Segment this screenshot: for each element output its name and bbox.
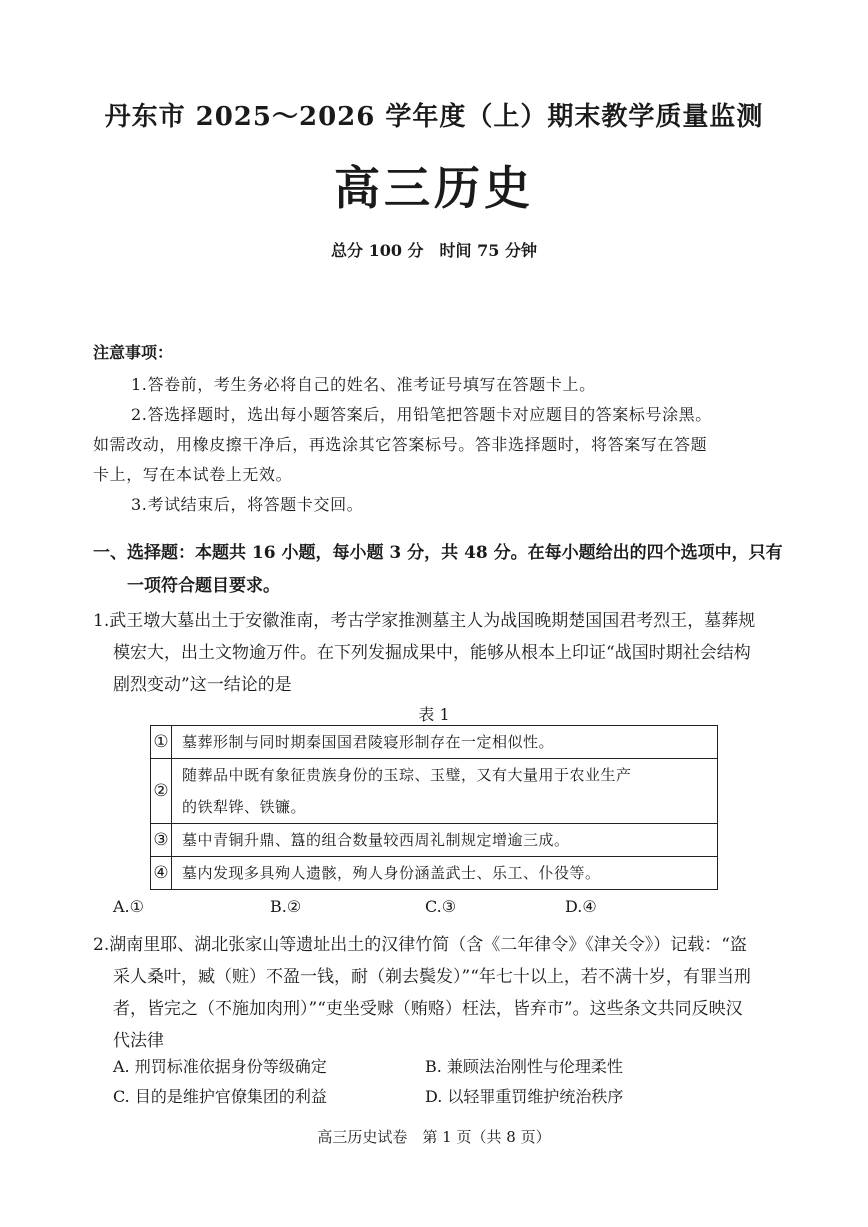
row-text-line: 的铁犁铧、铁镰。 bbox=[182, 798, 307, 816]
row-text: 墓内发现多具殉人遗骸，殉人身份涵盖武士、乐工、仆役等。 bbox=[172, 857, 718, 890]
table-row bbox=[151, 824, 718, 857]
section-heading: 一、选择题：本题共 16 小题，每小题 3 分，共 48 分。在每小题给出的四个选项中，只有 bbox=[93, 543, 783, 563]
question-2-text: 采人桑叶，臧（赃）不盈一钱，耐（剃去鬓发）”“年七十以上，若不满十岁，有罪当刑 bbox=[113, 967, 751, 987]
option-c[interactable]: C. 目的是维护官僚集团的利益 bbox=[113, 1087, 327, 1106]
notice-line: 卡上，写在本试卷上无效。 bbox=[93, 465, 293, 484]
table-row bbox=[151, 726, 718, 759]
option-d[interactable]: D. 以轻罪重罚维护统治秩序 bbox=[425, 1087, 624, 1106]
row-text: 墓葬形制与同时期秦国国君陵寝形制存在一定相似性。 bbox=[172, 726, 718, 759]
row-text-line: 随葬品中既有象征贵族身份的玉琮、玉璧，又有大量用于农业生产 bbox=[182, 766, 632, 784]
option-a[interactable]: A.① bbox=[113, 897, 144, 916]
row-number: ④ bbox=[151, 857, 172, 890]
option-b[interactable]: B. 兼顾法治刚性与伦理柔性 bbox=[425, 1057, 623, 1076]
option-d[interactable]: D.④ bbox=[565, 897, 597, 916]
question-1-text: 剧烈变动”这一结论的是 bbox=[113, 675, 292, 695]
subject-title: 高三历史 bbox=[334, 161, 534, 215]
notice-line: 如需改动，用橡皮擦干净后，再选涂其它答案标号。答非选择题时，将答案写在答题 bbox=[93, 435, 708, 454]
row-text bbox=[172, 759, 718, 824]
exam-title: 丹东市 2025～2026 学年度（上）期末教学质量监测 bbox=[104, 102, 764, 132]
notice-line: 2.答选择题时，选出每小题答案后，用铅笔把答题卡对应题目的答案标号涂黑。 bbox=[131, 405, 712, 424]
page-footer: 高三历史试卷 第 1 页（共 8 页） bbox=[317, 1128, 551, 1146]
score-time-info: 总分 100 分 时间 75 分钟 bbox=[331, 241, 537, 260]
notice-line: 3.考试结束后，将答题卡交回。 bbox=[131, 495, 364, 514]
table-row bbox=[151, 857, 718, 890]
evidence-table bbox=[150, 725, 718, 890]
option-a[interactable]: A. 刑罚标准依据身份等级确定 bbox=[113, 1057, 327, 1076]
question-1-text: 1.武王墩大墓出土于安徽淮南，考古学家推测墓主人为战国晚期楚国国君考烈王，墓葬规 bbox=[93, 611, 756, 631]
option-c[interactable]: C.③ bbox=[425, 897, 457, 916]
question-2-text: 代法律 bbox=[113, 1031, 164, 1051]
notice-line: 1.答卷前，考生务必将自己的姓名、准考证号填写在答题卡上。 bbox=[131, 375, 596, 394]
notice-heading: 注意事项： bbox=[93, 343, 174, 362]
option-b[interactable]: B.② bbox=[270, 897, 302, 916]
table-caption: 表 1 bbox=[418, 705, 450, 724]
row-number: ② bbox=[151, 759, 172, 824]
row-number: ③ bbox=[151, 824, 172, 857]
section-heading-continued: 一项符合题目要求。 bbox=[127, 576, 280, 596]
question-2-text: 2.湖南里耶、湖北张家山等遗址出土的汉律竹简（含《二年律令》《津关令》）记载：“盗 bbox=[93, 935, 747, 955]
table-row bbox=[151, 759, 718, 824]
row-number: ① bbox=[151, 726, 172, 759]
question-2-text: 者，皆完之（不施加肉刑）”“吏坐受赇（贿赂）枉法，皆弃市”。这些条文共同反映汉 bbox=[113, 999, 743, 1019]
question-1-text: 模宏大，出土文物逾万件。在下列发掘成果中，能够从根本上印证“战国时期社会结构 bbox=[113, 643, 751, 663]
row-text: 墓中青铜升鼎、簋的组合数量较西周礼制规定增逾三成。 bbox=[172, 824, 718, 857]
